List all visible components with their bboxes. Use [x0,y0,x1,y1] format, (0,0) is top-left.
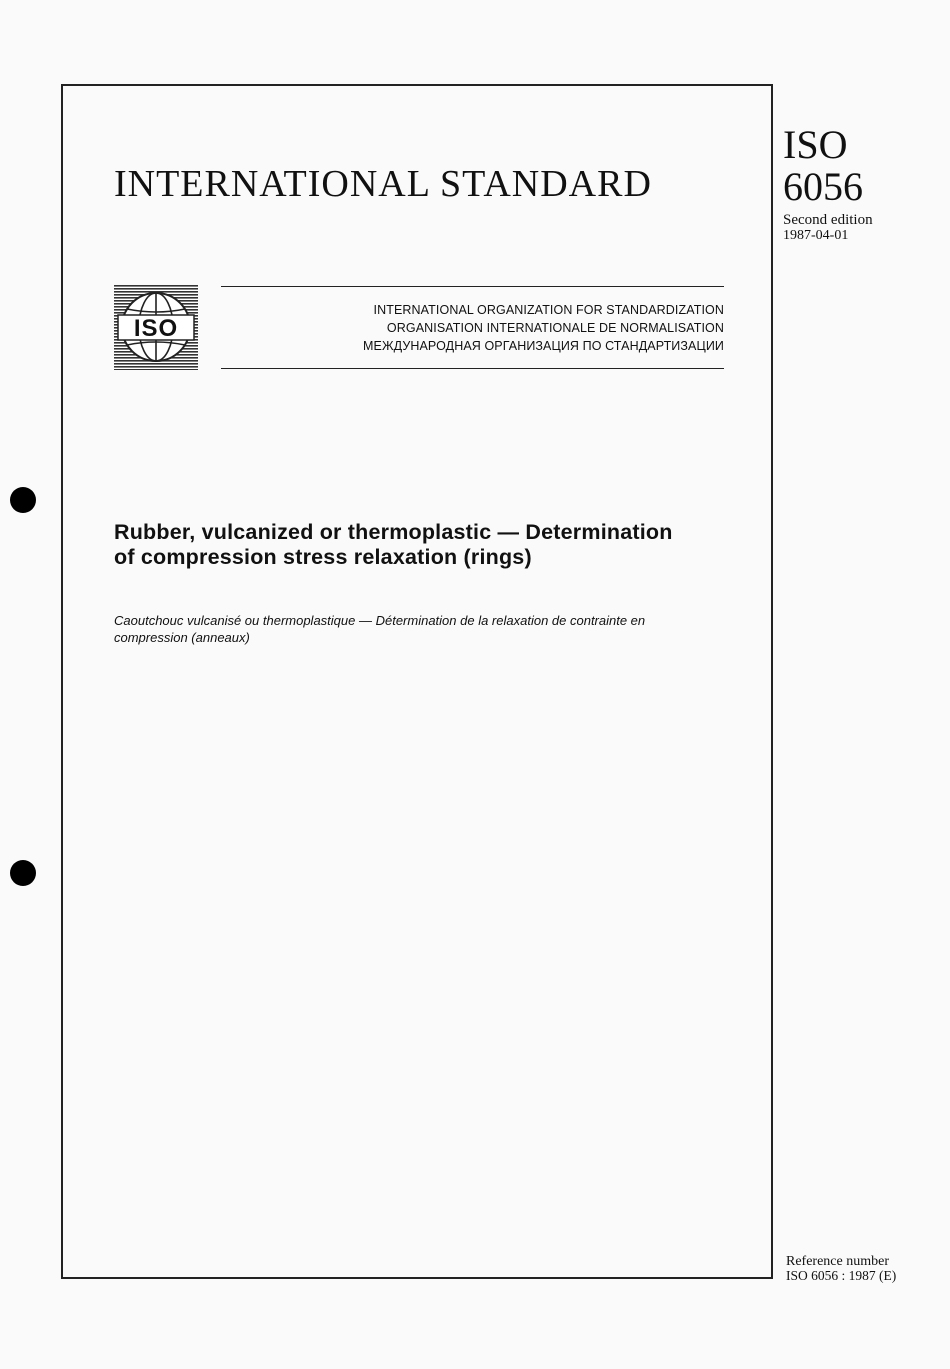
punch-hole-bottom [10,860,36,886]
iso-number: 6056 [783,164,863,209]
edition-date: 1987-04-01 [783,228,849,243]
french-title-line2: compression (anneaux) [114,630,250,645]
org-name-french: ORGANISATION INTERNATIONALE DE NORMALISATION [386,321,724,335]
org-name-russian: МЕЖДУНАРОДНАЯ ОРГАНИЗАЦИЯ ПО СТАНДАРТИЗАЦИИ [363,339,724,353]
top-divider [221,286,724,287]
document-title-line1: Rubber, vulcanized or thermoplastic — Determination [114,520,673,544]
french-title-line1: Caoutchouc vulcanisé ou thermoplastique — Détermination de la relaxation de contrainte en [114,613,646,628]
page-frame [61,84,773,1279]
punch-hole-top [10,487,36,513]
document-title [114,520,673,570]
iso-globe-logo-icon [114,285,198,370]
french-title [114,612,645,646]
bottom-divider [221,368,724,369]
reference-number: ISO 6056 : 1987 (E) [786,1268,897,1283]
iso-label: ISO [783,122,848,167]
reference-label: Reference number [786,1254,889,1269]
logo-text: ISO [133,315,179,342]
edition-label: Second edition [783,212,873,228]
document-title-line2: of compression stress relaxation (rings) [114,545,532,569]
org-name-english: INTERNATIONAL ORGANIZATION FOR STANDARDIZATION [373,303,724,317]
standard-heading: INTERNATIONAL STANDARD [114,163,652,205]
